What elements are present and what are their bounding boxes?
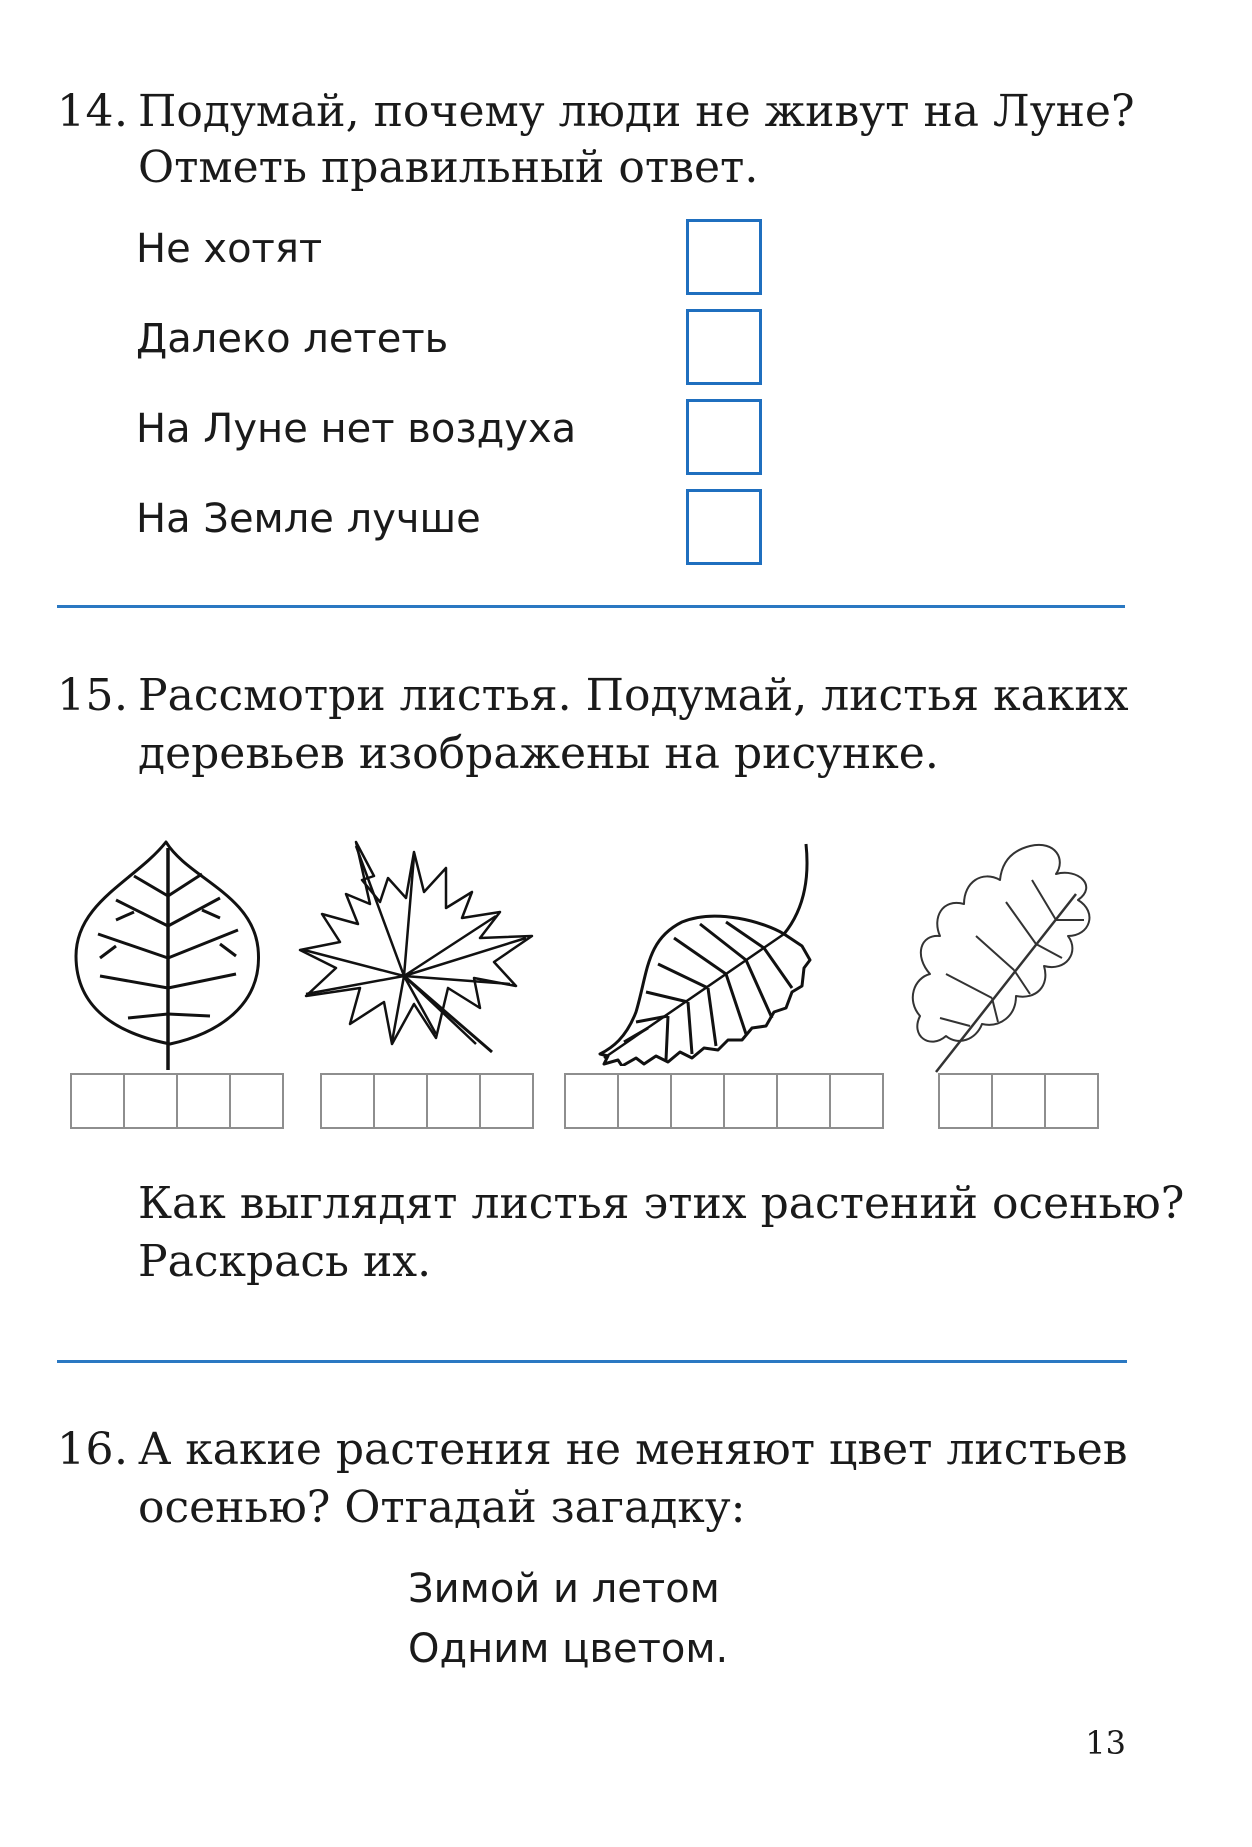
answer-cells-linden[interactable] bbox=[70, 1073, 282, 1129]
option-label-4: На Земле лучше bbox=[136, 496, 481, 542]
question-15-number: 15. bbox=[57, 670, 129, 721]
letter-cell[interactable] bbox=[670, 1073, 725, 1129]
answer-checkbox-2[interactable] bbox=[686, 309, 762, 385]
letter-cell[interactable] bbox=[938, 1073, 993, 1129]
letter-cell[interactable] bbox=[564, 1073, 619, 1129]
question-16-text-line1: А какие растения не меняют цвет листьев bbox=[138, 1424, 1128, 1475]
option-label-1: Не хотят bbox=[136, 226, 323, 272]
page-number: 13 bbox=[1085, 1724, 1126, 1762]
answer-cells-maple[interactable] bbox=[320, 1073, 532, 1129]
letter-cell[interactable] bbox=[426, 1073, 481, 1129]
answer-cells-oak[interactable] bbox=[938, 1073, 1097, 1129]
section-divider bbox=[57, 605, 1125, 608]
answer-cells-birch[interactable] bbox=[564, 1073, 882, 1129]
option-label-2: Далеко лететь bbox=[136, 316, 449, 362]
maple-leaf-icon bbox=[296, 838, 536, 1058]
letter-cell[interactable] bbox=[70, 1073, 125, 1129]
letter-cell[interactable] bbox=[229, 1073, 284, 1129]
letter-cell[interactable] bbox=[991, 1073, 1046, 1129]
answer-checkbox-3[interactable] bbox=[686, 399, 762, 475]
letter-cell[interactable] bbox=[829, 1073, 884, 1129]
question-15-text-line2: деревьев изображены на рисунке. bbox=[138, 728, 939, 779]
question-14-text-line2: Отметь правильный ответ. bbox=[138, 142, 759, 193]
question-15-text-line1: Рассмотри листья. Подумай, листья каких bbox=[138, 670, 1129, 721]
riddle-line1: Зимой и летом bbox=[408, 1566, 720, 1612]
linden-leaf-icon bbox=[70, 838, 270, 1074]
letter-cell[interactable] bbox=[723, 1073, 778, 1129]
question-16-number: 16. bbox=[57, 1424, 129, 1475]
question-16-text-line2: осенью? Отгадай загадку: bbox=[138, 1482, 746, 1533]
birch-leaf-icon bbox=[596, 842, 834, 1066]
letter-cell[interactable] bbox=[320, 1073, 375, 1129]
answer-checkbox-4[interactable] bbox=[686, 489, 762, 565]
letter-cell[interactable] bbox=[176, 1073, 231, 1129]
option-label-3: На Луне нет воздуха bbox=[136, 406, 577, 452]
letter-cell[interactable] bbox=[479, 1073, 534, 1129]
answer-checkbox-1[interactable] bbox=[686, 219, 762, 295]
letter-cell[interactable] bbox=[1044, 1073, 1099, 1129]
question-15-followup-line2: Раскрась их. bbox=[138, 1236, 432, 1287]
question-14-text-line1: Подумай, почему люди не живут на Луне? bbox=[138, 86, 1135, 137]
letter-cell[interactable] bbox=[617, 1073, 672, 1129]
question-15-followup-line1: Как выглядят листья этих растений осенью? bbox=[138, 1178, 1185, 1229]
letter-cell[interactable] bbox=[123, 1073, 178, 1129]
letter-cell[interactable] bbox=[373, 1073, 428, 1129]
section-divider bbox=[57, 1360, 1127, 1363]
question-14-number: 14. bbox=[57, 86, 129, 137]
riddle-line2: Одним цветом. bbox=[408, 1626, 729, 1672]
oak-leaf-icon bbox=[906, 840, 1106, 1076]
letter-cell[interactable] bbox=[776, 1073, 831, 1129]
